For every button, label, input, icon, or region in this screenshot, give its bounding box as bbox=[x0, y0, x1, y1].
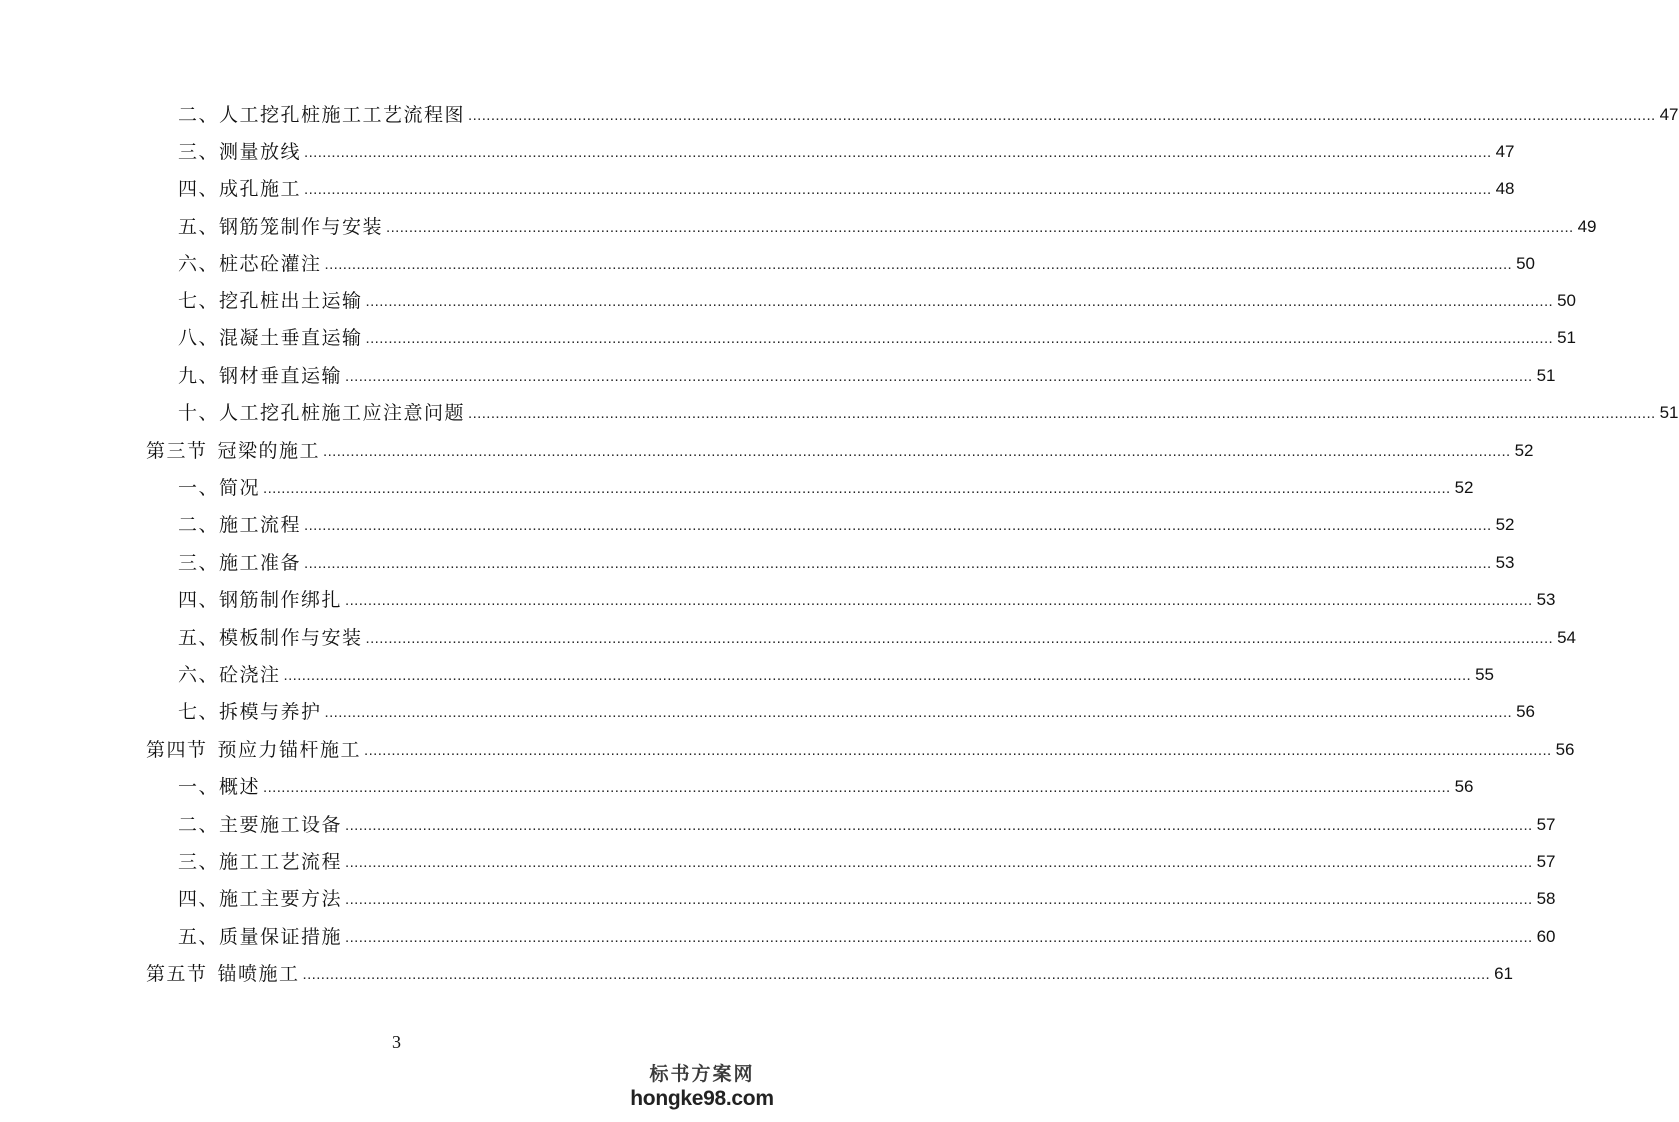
toc-entry[interactable] bbox=[178, 656, 1494, 686]
section-title: 锚喷施工 bbox=[217, 963, 300, 985]
toc-entry[interactable] bbox=[178, 133, 1515, 163]
entry-title: 砼浇注 bbox=[219, 664, 281, 686]
watermark-site-url: hongke98.com bbox=[630, 1087, 774, 1110]
entry-page-number: 61 bbox=[1494, 964, 1513, 983]
entry-number: 五、 bbox=[178, 216, 220, 238]
dot-leader: .................................................................................................................................................................................................................................................................... bbox=[302, 966, 1491, 983]
section-title: 预应力锚杆施工 bbox=[217, 739, 362, 761]
entry-page-number: 52 bbox=[1454, 478, 1474, 497]
entry-page-number: 52 bbox=[1495, 515, 1515, 534]
entry-page-number: 50 bbox=[1516, 254, 1535, 273]
dot-leader: .................................................................................................................................................................................................................................................................... bbox=[324, 704, 1513, 721]
entry-page-number: 58 bbox=[1536, 889, 1556, 908]
toc-entry[interactable] bbox=[178, 394, 1679, 424]
entry-page-number: 55 bbox=[1475, 665, 1494, 684]
toc-entry[interactable] bbox=[178, 918, 1556, 948]
entry-title: 测量放线 bbox=[219, 141, 302, 163]
dot-leader: .................................................................................................................................................................................................................................................................... bbox=[345, 592, 1533, 609]
entry-title: 桩芯砼灌注 bbox=[219, 253, 322, 275]
entry-page-number: 56 bbox=[1555, 740, 1575, 759]
entry-number: 七、 bbox=[178, 701, 220, 723]
entry-page-number: 53 bbox=[1536, 590, 1556, 609]
toc-entry[interactable] bbox=[178, 619, 1576, 649]
entry-number: 六、 bbox=[178, 664, 220, 686]
entry-title: 质量保证措施 bbox=[219, 926, 343, 948]
entry-page-number: 53 bbox=[1495, 553, 1515, 572]
toc-entry[interactable] bbox=[178, 506, 1515, 536]
entry-title: 模板制作与安装 bbox=[219, 627, 363, 649]
dot-leader: .................................................................................................................................................................................................................................................................... bbox=[468, 107, 1656, 124]
toc-section-entry[interactable] bbox=[146, 432, 1534, 462]
entry-number: 三、 bbox=[178, 552, 220, 574]
toc-entry[interactable] bbox=[178, 843, 1556, 873]
dot-leader: .................................................................................................................................................................................................................................................................... bbox=[323, 443, 1511, 460]
entry-title: 钢筋制作绑扎 bbox=[219, 589, 343, 611]
entry-title: 人工挖孔桩施工工艺流程图 bbox=[219, 104, 466, 126]
watermark-site-name: 标书方案网 bbox=[649, 1063, 755, 1085]
entry-number: 九、 bbox=[178, 365, 220, 387]
dot-leader: .................................................................................................................................................................................................................................................................... bbox=[364, 742, 1552, 759]
entry-title: 成孔施工 bbox=[219, 178, 302, 200]
toc-entry[interactable] bbox=[178, 208, 1597, 238]
entry-number: 十、 bbox=[178, 402, 220, 424]
toc-entry[interactable] bbox=[178, 806, 1556, 836]
dot-leader: .................................................................................................................................................................................................................................................................... bbox=[345, 891, 1533, 908]
entry-title: 概述 bbox=[219, 776, 261, 798]
entry-title: 施工主要方法 bbox=[219, 888, 343, 910]
toc-entry[interactable] bbox=[178, 693, 1535, 723]
page-number: 3 bbox=[392, 1032, 401, 1052]
dot-leader: .................................................................................................................................................................................................................................................................... bbox=[304, 144, 1492, 161]
dot-leader: .................................................................................................................................................................................................................................................................... bbox=[304, 555, 1492, 572]
section-number: 第三节 bbox=[146, 440, 208, 462]
entry-number: 三、 bbox=[178, 851, 220, 873]
dot-leader: .................................................................................................................................................................................................................................................................... bbox=[345, 368, 1533, 385]
toc-entry[interactable] bbox=[178, 469, 1474, 499]
entry-page-number: 51 bbox=[1557, 328, 1576, 347]
section-number: 第五节 bbox=[146, 963, 208, 985]
site-watermark bbox=[627, 1062, 777, 1112]
dot-leader: .................................................................................................................................................................................................................................................................... bbox=[304, 517, 1492, 534]
dot-leader: .................................................................................................................................................................................................................................................................... bbox=[304, 181, 1492, 198]
dot-leader: .................................................................................................................................................................................................................................................................... bbox=[365, 293, 1554, 310]
toc-entry[interactable] bbox=[178, 544, 1515, 574]
entry-number: 二、 bbox=[178, 104, 220, 126]
entry-number: 四、 bbox=[178, 888, 220, 910]
entry-number: 二、 bbox=[178, 514, 220, 536]
entry-page-number: 57 bbox=[1536, 815, 1556, 834]
section-title: 冠梁的施工 bbox=[217, 440, 321, 462]
entry-title: 挖孔桩出土运输 bbox=[219, 290, 363, 312]
toc-entry[interactable] bbox=[178, 768, 1474, 798]
entry-number: 六、 bbox=[178, 253, 220, 275]
entry-title: 施工准备 bbox=[219, 552, 302, 574]
entry-number: 四、 bbox=[178, 589, 220, 611]
entry-page-number: 56 bbox=[1454, 777, 1474, 796]
dot-leader: .................................................................................................................................................................................................................................................................... bbox=[345, 817, 1533, 834]
entry-number: 五、 bbox=[178, 627, 220, 649]
dot-leader: .................................................................................................................................................................................................................................................................... bbox=[365, 330, 1554, 347]
entry-number: 八、 bbox=[178, 327, 220, 349]
entry-number: 四、 bbox=[178, 178, 220, 200]
entry-page-number: 47 bbox=[1659, 105, 1679, 124]
toc-entry[interactable] bbox=[178, 96, 1679, 126]
entry-number: 一、 bbox=[178, 776, 220, 798]
dot-leader: .................................................................................................................................................................................................................................................................... bbox=[386, 219, 1574, 236]
entry-number: 一、 bbox=[178, 477, 220, 499]
toc-entry[interactable] bbox=[178, 319, 1576, 349]
entry-page-number: 48 bbox=[1495, 179, 1515, 198]
toc-entry[interactable] bbox=[178, 880, 1556, 910]
entry-number: 五、 bbox=[178, 926, 220, 948]
section-number: 第四节 bbox=[146, 739, 208, 761]
entry-title: 施工流程 bbox=[219, 514, 302, 536]
toc-section-entry[interactable] bbox=[146, 731, 1575, 761]
entry-page-number: 51 bbox=[1659, 403, 1679, 422]
entry-page-number: 60 bbox=[1536, 927, 1556, 946]
entry-number: 七、 bbox=[178, 290, 220, 312]
entry-page-number: 50 bbox=[1557, 291, 1576, 310]
entry-page-number: 47 bbox=[1495, 142, 1515, 161]
dot-leader: .................................................................................................................................................................................................................................................................... bbox=[263, 480, 1451, 497]
entry-title: 钢筋笼制作与安装 bbox=[219, 216, 384, 238]
entry-number: 二、 bbox=[178, 814, 220, 836]
entry-page-number: 52 bbox=[1514, 441, 1534, 460]
entry-title: 钢材垂直运输 bbox=[219, 365, 343, 387]
toc-entry[interactable] bbox=[178, 170, 1515, 200]
entry-page-number: 51 bbox=[1536, 366, 1556, 385]
dot-leader: .................................................................................................................................................................................................................................................................... bbox=[324, 256, 1513, 273]
toc-entry[interactable] bbox=[178, 282, 1576, 312]
toc-entry[interactable] bbox=[178, 245, 1535, 275]
entry-title: 混凝土垂直运输 bbox=[219, 327, 363, 349]
entry-page-number: 56 bbox=[1516, 702, 1535, 721]
dot-leader: .................................................................................................................................................................................................................................................................... bbox=[365, 630, 1554, 647]
dot-leader: .................................................................................................................................................................................................................................................................... bbox=[263, 779, 1451, 796]
entry-number: 三、 bbox=[178, 141, 220, 163]
toc-section-entry[interactable] bbox=[146, 955, 1513, 985]
dot-leader: .................................................................................................................................................................................................................................................................... bbox=[345, 929, 1533, 946]
entry-title: 拆模与养护 bbox=[219, 701, 322, 723]
entry-page-number: 49 bbox=[1577, 217, 1597, 236]
entry-title: 简况 bbox=[219, 477, 261, 499]
entry-title: 施工工艺流程 bbox=[219, 851, 343, 873]
entry-page-number: 57 bbox=[1536, 852, 1556, 871]
entry-title: 主要施工设备 bbox=[219, 814, 343, 836]
dot-leader: .................................................................................................................................................................................................................................................................... bbox=[468, 405, 1656, 422]
toc-entry[interactable] bbox=[178, 581, 1556, 611]
entry-title: 人工挖孔桩施工应注意问题 bbox=[219, 402, 466, 424]
dot-leader: .................................................................................................................................................................................................................................................................... bbox=[345, 854, 1533, 871]
entry-page-number: 54 bbox=[1557, 628, 1576, 647]
toc-entry[interactable] bbox=[178, 357, 1556, 387]
dot-leader: .................................................................................................................................................................................................................................................................... bbox=[283, 667, 1472, 684]
